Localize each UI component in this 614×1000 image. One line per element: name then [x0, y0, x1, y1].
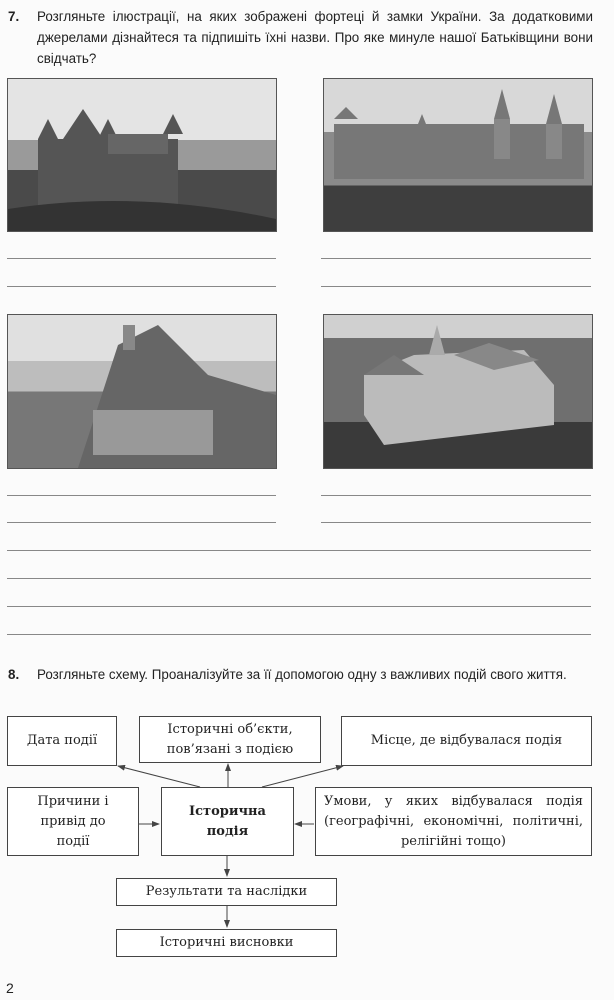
scheme-box-center: Історична подія	[161, 787, 294, 856]
task-text: Розгляньте схему. Проаналізуйте за її допомогою одну з важливих подій свого життя.	[37, 667, 567, 682]
scheme-box-objects: Історичні об’єкти, пов’язані з подією	[139, 716, 321, 763]
scheme-box-conclusions: Історичні висновки	[116, 929, 337, 957]
task-number: 7.	[8, 9, 20, 24]
scheme-box-causes: Причини і привід до події	[7, 787, 139, 856]
task-number: 8.	[8, 667, 20, 682]
scheme-box-place: Місце, де відбувалася подія	[341, 716, 592, 766]
scheme-box-results: Результати та наслідки	[116, 878, 337, 906]
scheme-box-conditions: Умови, у яких відбувалася подія (географічні, економічні, політичні, релігійні тощо)	[315, 787, 592, 856]
scheme-box-date: Дата події	[7, 716, 117, 766]
page-number: 2	[6, 980, 14, 996]
task-text: Розгляньте ілюстрації, на яких зображені фортеці й замки України. За додатковими джерелами дізнайтеся та підпишіть їхні назви. Про яке минуле нашої Батьківщини вони свідчать?	[37, 9, 593, 66]
